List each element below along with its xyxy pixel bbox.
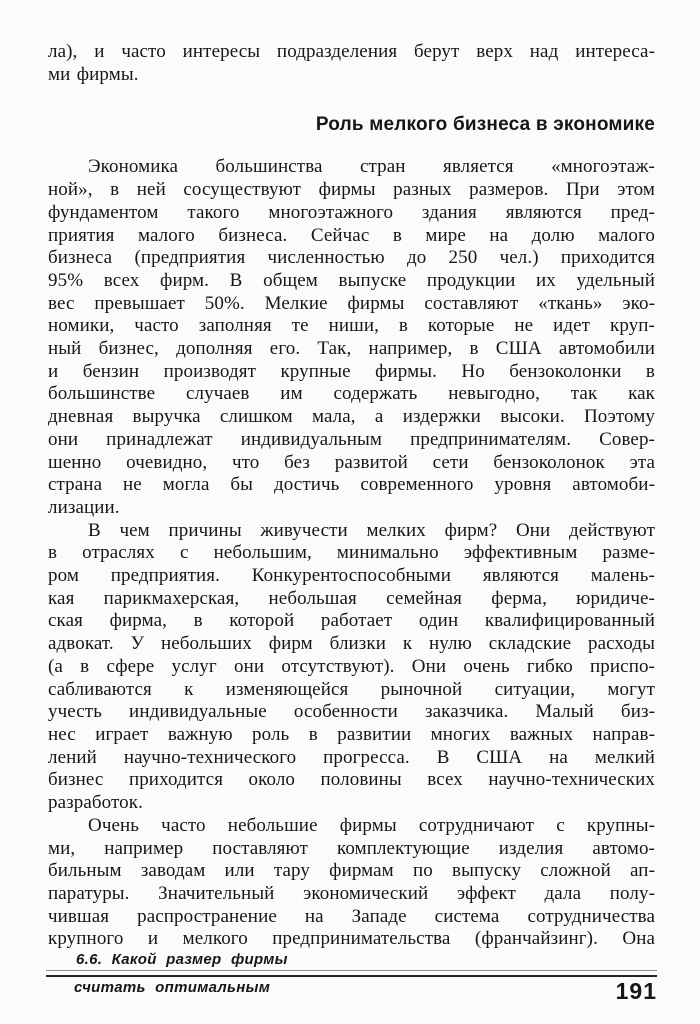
- text-line: ный бизнес, дополняя его. Так, например, в США автомобили: [48, 338, 655, 360]
- text-line: ская фирма, в которой работает один квалифицированный: [48, 610, 655, 632]
- text-line: адвокат. У небольших фирм близки к нулю складские расходы: [48, 633, 655, 655]
- running-title-line-2: считать оптимальным: [74, 979, 271, 996]
- text-line: чившая распространение на Западе система сотрудничества: [48, 905, 655, 927]
- paragraph: [48, 815, 655, 951]
- text-line: ром предприятия. Конкурентоспособными являются малень-: [48, 565, 655, 587]
- text-line: они принадлежат индивидуальным предпринимателям. Совер-: [48, 428, 655, 450]
- text-line: фундаментом такого многоэтажного здания являются пред-: [48, 201, 655, 223]
- lead-paragraph-container: [48, 41, 655, 86]
- text-line: большинстве случаев им содержать невыгодно, так как: [48, 383, 655, 405]
- text-line: крупного и мелкого предпринимательства (франчайзинг). Она: [48, 928, 655, 950]
- text-line: кая парикмахерская, небольшая семейная ферма, юридиче-: [48, 587, 655, 609]
- text-line: Экономика большинства стран является «многоэтаж-: [88, 156, 655, 178]
- text-line: разработок.: [48, 792, 143, 814]
- footer: [46, 951, 657, 1003]
- text-line: страна не могла бы достичь современного уровня автомоби-: [48, 474, 655, 496]
- text-line: 95% всех фирм. В общем выпуске продукции их удельный: [48, 269, 655, 291]
- text-line: бизнеса (предприятия численностью до 250 чел.) приходится: [48, 247, 655, 269]
- running-title-line-1: 6.6. Какой размер фирмы: [76, 951, 288, 968]
- text-line: бизнес приходится около половины всех научно-технических: [48, 769, 655, 791]
- text-line: (а в сфере услуг они отсутствуют). Они очень гибко приспо-: [48, 655, 655, 677]
- paragraph: [48, 156, 655, 519]
- text-line: дневная выручка слишком мала, а издержки высоки. Поэтому: [48, 406, 655, 428]
- body-paragraphs: [48, 156, 655, 951]
- text-line: шенно очевидно, что без развитой сети бензоколонок эта: [48, 451, 655, 473]
- page-number: 191: [615, 978, 657, 1004]
- footer-rule: [46, 970, 657, 977]
- text-line: и бензин производят крупные фирмы. Но бензоколонки в: [48, 360, 655, 382]
- text-line: бильным заводам или тару фирмам по выпуску сложной ап-: [48, 860, 655, 882]
- text-line: Очень часто небольшие фирмы сотрудничают с крупны-: [88, 814, 655, 836]
- text-line: лений научно-технического прогресса. В США на мелкий: [48, 746, 655, 768]
- section-heading: Роль мелкого бизнеса в экономике: [315, 114, 655, 136]
- text-line: ной», в ней сосуществуют фирмы разных размеров. При этом: [48, 179, 655, 201]
- text-line: сабливаются к изменяющейся рыночной ситуации, могут: [48, 678, 655, 700]
- paragraph: [48, 520, 655, 815]
- text-line: приятия малого бизнеса. Сейчас в мире на долю малого: [48, 224, 655, 246]
- text-line: ми, например поставляют комплектующие изделия автомо-: [48, 837, 655, 859]
- text-column: [48, 0, 655, 951]
- text-line: В чем причины живучести мелких фирм? Они действуют: [88, 519, 655, 541]
- text-line: в отраслях с небольшим, минимально эффективным разме-: [48, 542, 655, 564]
- text-line: паратуры. Значительный экономический эффект дала полу-: [48, 882, 655, 904]
- text-line: номики, часто заполняя те ниши, в которые не идет круп-: [48, 315, 655, 337]
- text-line: ла), и часто интересы подразделения берут верх над интереса-: [48, 41, 655, 62]
- text-line: ми фирмы.: [48, 63, 139, 85]
- footer-bottom-row: [46, 979, 657, 1003]
- paragraph: [48, 41, 655, 86]
- text-line: учесть индивидуальные особенности заказчика. Малый биз-: [48, 701, 655, 723]
- text-line: вес превышает 50%. Мелкие фирмы составляют «ткань» эко-: [48, 292, 655, 314]
- text-line: лизации.: [48, 496, 120, 518]
- text-line: нес играет важную роль в развитии многих важных направ-: [48, 723, 655, 745]
